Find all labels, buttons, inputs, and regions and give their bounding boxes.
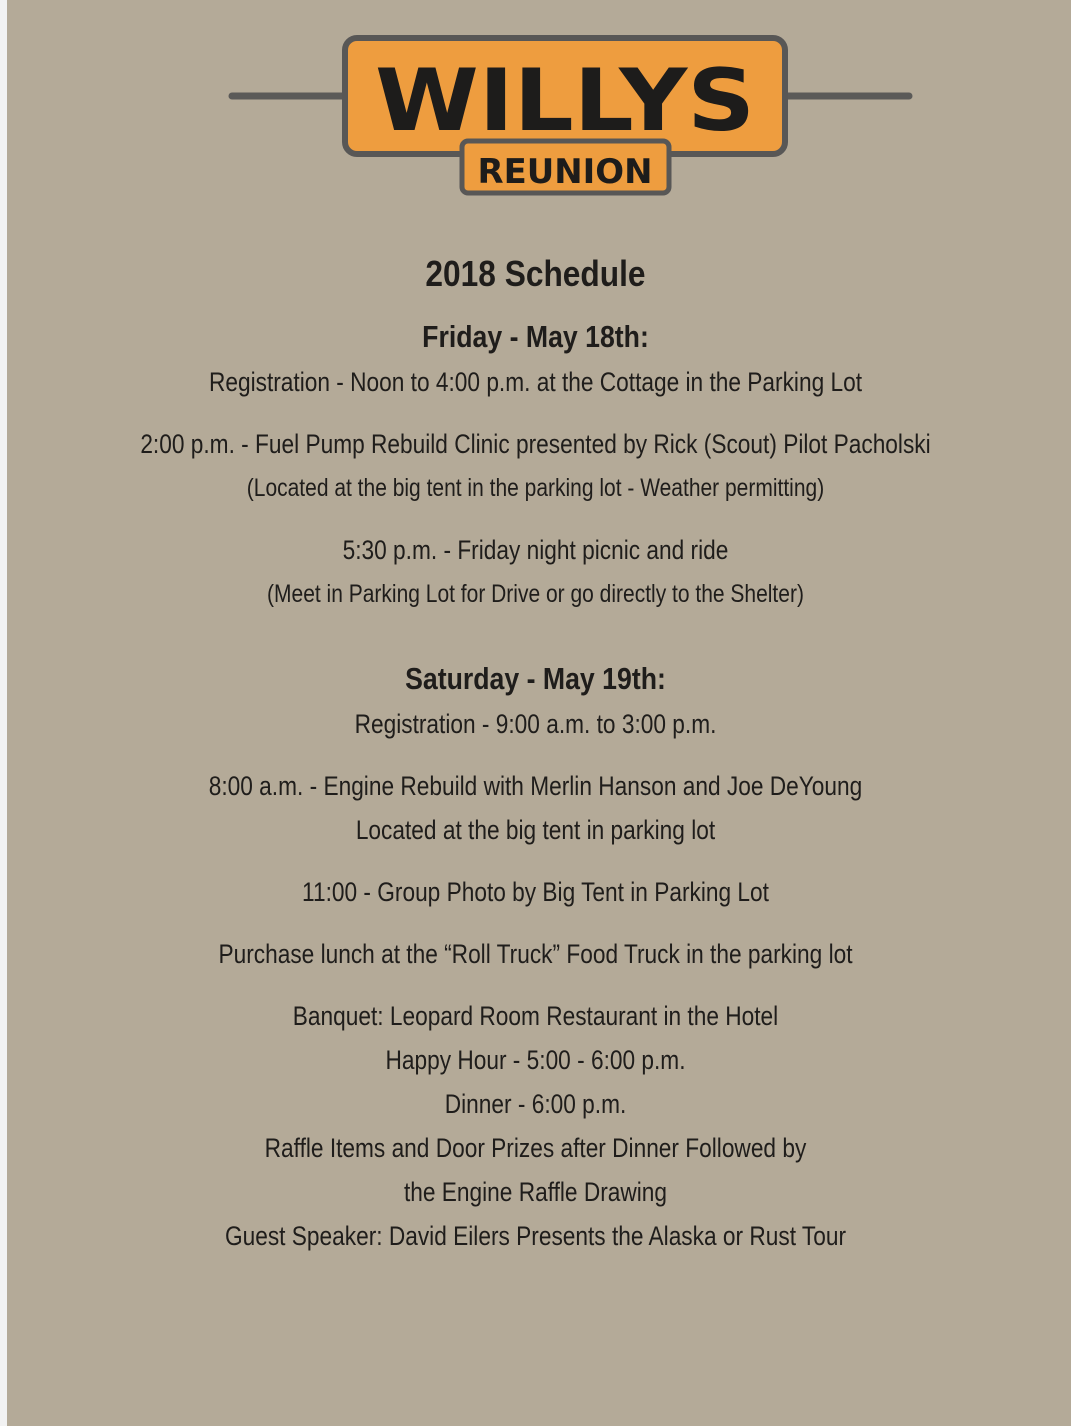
- logo-brand-text: WILLYS: [375, 51, 755, 151]
- saturday-raffle-1: Raffle Items and Door Prizes after Dinner Followed by: [264, 1133, 807, 1163]
- friday-heading: Friday - May 18th:: [422, 319, 649, 354]
- saturday-photo: 11:00 - Group Photo by Big Tent in Parking Lot: [302, 877, 769, 907]
- friday-picnic: 5:30 p.m. - Friday night picnic and ride: [342, 535, 729, 565]
- friday-registration: Registration - Noon to 4:00 p.m. at the Cottage in the Parking Lot: [208, 367, 863, 397]
- saturday-engine-note: Located at the big tent in parking lot: [355, 815, 716, 845]
- saturday-heading: Saturday - May 19th:: [405, 661, 666, 696]
- saturday-raffle-2: the Engine Raffle Drawing: [403, 1177, 668, 1207]
- saturday-lunch: Purchase lunch at the “Roll Truck” Food Truck in the parking lot: [218, 939, 853, 969]
- schedule-title: 2018 Schedule: [425, 253, 646, 294]
- friday-clinic-note: (Located at the big tent in the parking lot - Weather permitting): [246, 474, 825, 502]
- schedule: [0, 248, 1071, 1258]
- logo-sub-text: REUNION: [477, 152, 653, 192]
- saturday-speaker: Guest Speaker: David Eilers Presents the Alaska or Rust Tour: [224, 1221, 847, 1251]
- saturday-banquet: Banquet: Leopard Room Restaurant in the Hotel: [292, 1001, 779, 1031]
- friday-picnic-note: (Meet in Parking Lot for Drive or go directly to the Shelter): [267, 580, 804, 608]
- friday-clinic: 2:00 p.m. - Fuel Pump Rebuild Clinic presented by Rick (Scout) Pilot Pacholski: [140, 429, 931, 459]
- saturday-happy-hour: Happy Hour - 5:00 - 6:00 p.m.: [385, 1045, 686, 1075]
- willys-reunion-logo: [0, 0, 1071, 210]
- saturday-registration: Registration - 9:00 a.m. to 3:00 p.m.: [354, 709, 717, 739]
- saturday-engine: 8:00 a.m. - Engine Rebuild with Merlin Hanson and Joe DeYoung: [208, 771, 863, 801]
- saturday-dinner: Dinner - 6:00 p.m.: [444, 1089, 627, 1119]
